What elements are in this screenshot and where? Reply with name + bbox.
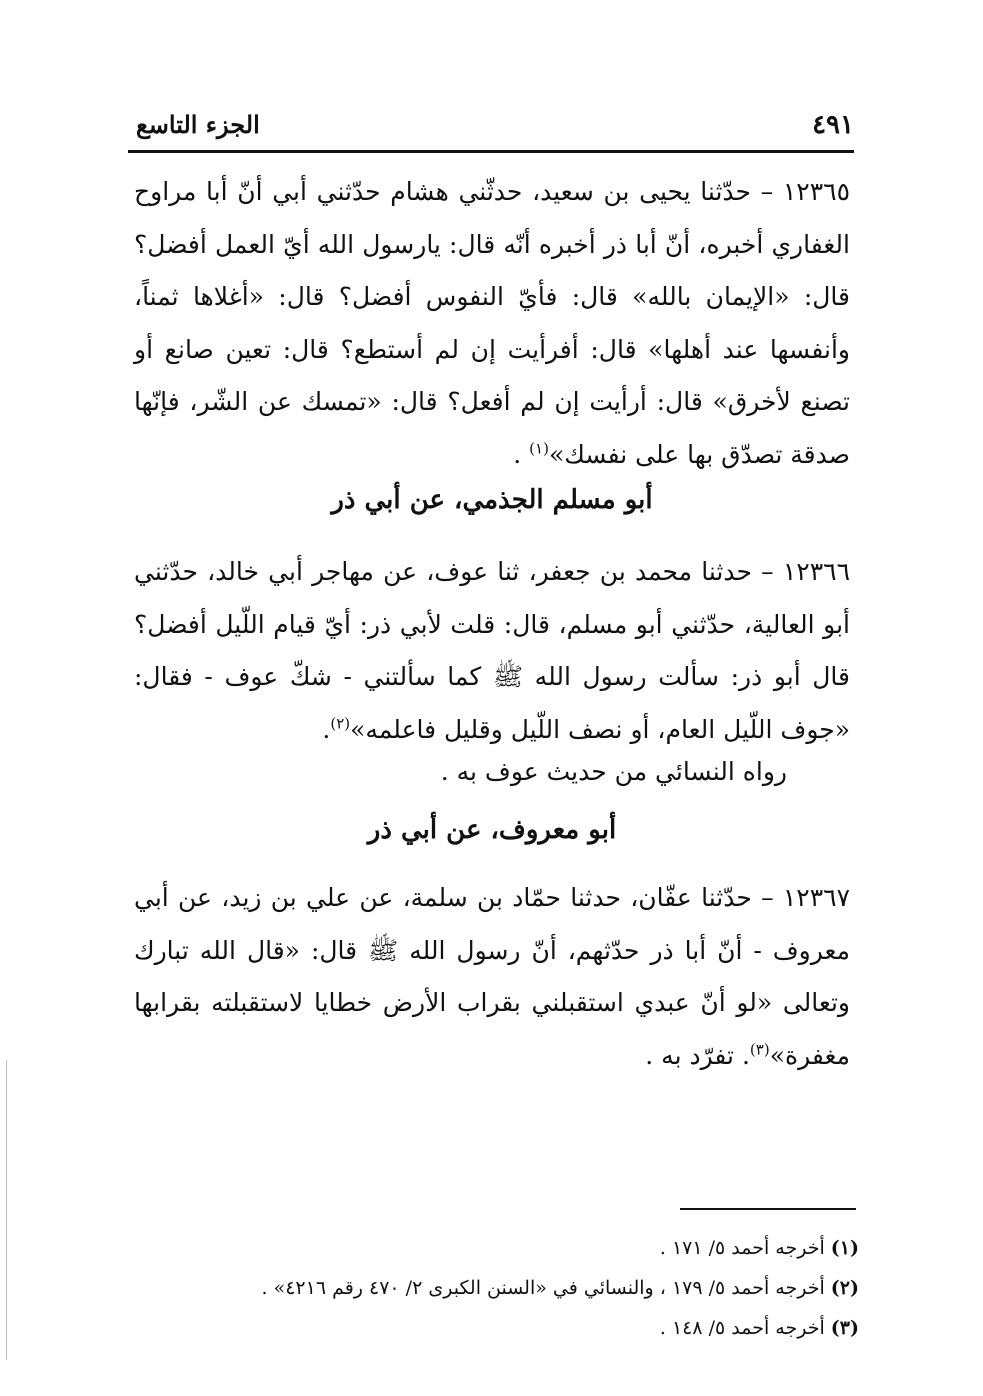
- footnote-item: [159, 1268, 859, 1308]
- hadith-tail: .: [513, 439, 530, 469]
- hadith-paragraph: [134, 166, 850, 481]
- footnote-text: أخرجه أحمد ٥/ ١٤٨ .: [659, 1317, 831, 1339]
- footnote-label: (٢): [830, 1277, 859, 1299]
- hadith-paragraph: [134, 872, 850, 1082]
- volume-title: الجزء التاسع: [136, 110, 260, 139]
- header-rule: [128, 150, 854, 153]
- running-header: [128, 104, 854, 150]
- footnote-label: (١): [830, 1237, 859, 1259]
- hadith-tail: . تفرّد به .: [645, 1040, 750, 1070]
- footnote-item: [159, 1308, 859, 1348]
- footnotes: [159, 1228, 859, 1348]
- footnote-reference[interactable]: (١): [529, 439, 549, 458]
- hadith-number: ١٢٣٦٦: [782, 557, 850, 586]
- footnote-reference[interactable]: (٢): [330, 714, 351, 733]
- footnote-label: (٣): [830, 1317, 859, 1339]
- footnote-item: [159, 1228, 859, 1268]
- hadith-text: – حدّثنا عفّان، حدثنا حمّاد بن سلمة، عن علي بن زيد، عن أبي معروف - أنّ أبا ذر حدّثهم، أنّ رسول الله ﷺ قال: «قال الله تبارك وتعالى «لو أنّ عبدي استقبلني بقراب الأرض خطايا لاستقبلته بقرابها مغفرة»: [134, 883, 850, 1070]
- hadith-tail: .: [322, 714, 331, 744]
- section-heading: أبو معروف، عن أبي ذر: [367, 815, 617, 845]
- hadith-text: – حدثنا محمد بن جعفر، ثنا عوف، عن مهاجر أبي خالد، حدّثني أبو العالية، حدّثني أبو مسلم، قال: قلت لأبي ذر: أيّ قيام اللّيل أفضل؟ قال أبو ذر: سألت رسول الله ﷺ كما سألتني - شكّ عوف - فقال: «جوف اللّيل العام، أو نصف اللّيل وقليل فاعلمه»: [134, 557, 850, 744]
- hadith-number: ١٢٣٦٥: [782, 177, 850, 206]
- hadith-paragraph: [134, 546, 850, 756]
- footnote-text: أخرجه أحمد ٥/ ١٧١ .: [659, 1237, 831, 1259]
- footnote-rule: [680, 1208, 856, 1210]
- footnote-reference[interactable]: (٣): [749, 1040, 770, 1059]
- hadith-number: ١٢٣٦٧: [782, 883, 850, 912]
- footnote-text: أخرجه أحمد ٥/ ١٧٩ ، والنسائي في «السنن الكبرى ٢/ ٤٧٠ رقم ٤٢١٦» .: [261, 1277, 831, 1299]
- section-heading: أبو مسلم الجذمي، عن أبي ذر: [331, 485, 653, 515]
- narration-note: رواه النسائي من حديث عوف به .: [440, 757, 787, 786]
- scan-margin-line: [6, 1060, 7, 1360]
- hadith-text: – حدّثنا يحيى بن سعيد، حدثّني هشام حدّثني أبي أنّ أبا مراوح الغفاري أخبره، أنّ أبا ذر أخبره أنّه قال: يارسول الله أيّ العمل أفضل؟ قال: «الإيمان بالله» قال: فأيّ النفوس أفضل؟ قال: «أغلاها ثمناً، وأنفسها عند أهلها» قال: أفرأيت إن لم أستطع؟ قال: تعين صانع أو تصنع لأخرق» قال: أرأيت إن لم أفعل؟ قال: «تمسك عن الشّر، فإنّها صدقة تصدّق بها على نفسك»: [134, 177, 850, 469]
- page-number: ٤٩١: [812, 110, 854, 140]
